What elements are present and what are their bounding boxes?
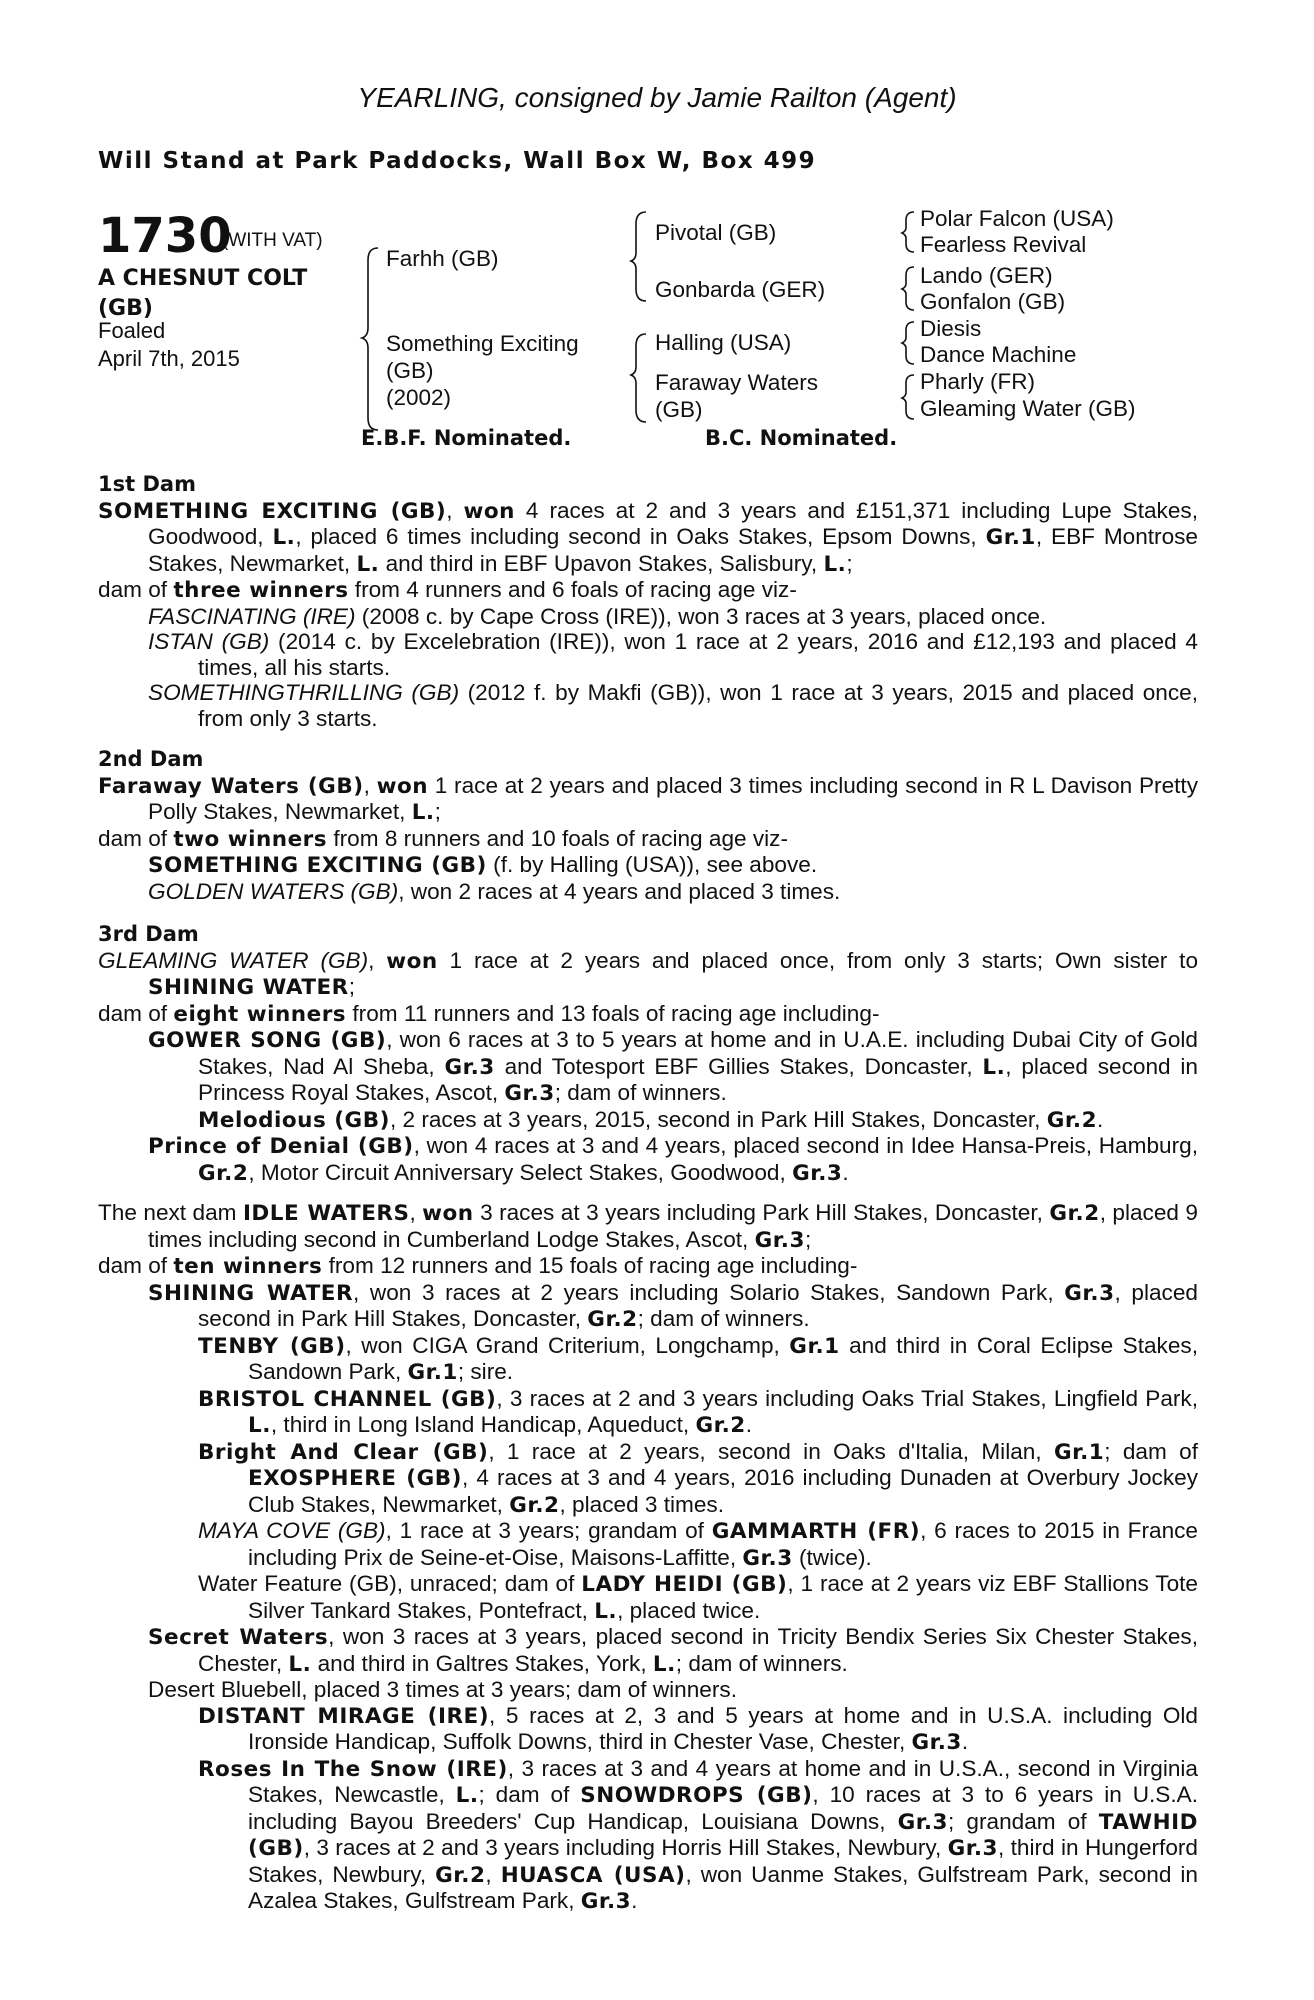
offspring-entry: Roses In The Snow (IRE), 3 races at 3 and 4 years at home and in U.S.A., second in Virginia Stakes, Newcastle, L.; dam of SNOWDROPS (GB), 10 races at 3 to 6 years in U.S.A. including Bayou Breeders' Cup Handicap, Louisiana Downs, Gr.3; grandam of TAWHID (GB), 3 races at 2 and 3 years including Horris Hill Stakes, Newbury, Gr.3, third in Hungerford Stakes, Newbury, Gr.2, HUASCA (USA), won Uanme Stakes, Gulfstream Park, second in Azalea Stakes, Gulfstream Park, Gr.3. <box>198 1755 1199 1914</box>
offspring-entry: ISTAN (GB) (2014 c. by Excelebration (IRE)), won 1 race at 2 years, 2016 and £12,193 and placed 4 times, all his starts. <box>148 629 1198 680</box>
offspring-entry: TENBY (GB), won CIGA Grand Criterium, Longchamp, Gr.1 and third in Coral Eclipse Stakes, Sandown Park, Gr.1; sire. <box>198 1332 1198 1385</box>
sire: Farhh (GB) <box>386 246 499 271</box>
section-heading: 2nd Dam <box>98 747 204 771</box>
lot-desc-line1: A CHESNUT COLT <box>98 266 308 291</box>
ped-dsd: Dance Machine <box>920 342 1077 367</box>
dam-sire: Halling (USA) <box>655 330 792 355</box>
ped-dss: Diesis <box>920 316 982 341</box>
ped-dds: Pharly (FR) <box>920 369 1036 394</box>
section-heading: 3rd Dam <box>98 922 199 946</box>
offspring-entry: Prince of Denial (GB), won 4 races at 3 and 4 years, placed second in Idee Hansa-Preis, Hamburg, Gr.2, Motor Circuit Anniversary Select Stakes, Goodwood, Gr.3. <box>148 1133 1198 1186</box>
offspring-entry: MAYA COVE (GB), 1 race at 3 years; grandam of GAMMARTH (FR), 6 races to 2015 in France including Prix de Seine-et-Oise, Maisons-Laffitte, Gr.3 (twice). <box>198 1518 1199 1571</box>
offspring-entry: SOMETHING EXCITING (GB) (f. by Halling (USA)), see above. <box>148 852 818 878</box>
offspring-entry: SOMETHINGTHRILLING (GB) (2012 f. by Makfi (GB)), won 1 race at 3 years, 2015 and placed once, from only 3 starts. <box>148 680 1198 731</box>
lot-desc-line2: (GB) <box>98 296 153 321</box>
next-dam-section <box>98 1200 1198 1915</box>
foaled-date: April 7th, 2015 <box>98 346 240 371</box>
dam-line3: (2002) <box>386 385 452 410</box>
dam-dam <box>655 369 818 423</box>
ebf-nominated: E.B.F. Nominated. <box>361 426 572 450</box>
offspring-entry: BRISTOL CHANNEL (GB), 3 races at 2 and 3 years including Oaks Trial Stakes, Lingfield Park, L., third in Long Island Handicap, Aqueduct, Gr.2. <box>198 1385 1198 1438</box>
sire-sire: Pivotal (GB) <box>655 220 777 245</box>
produce-summary: dam of eight winners from 11 runners and 13 foals of racing age including- <box>98 1000 880 1027</box>
dam-record: Faraway Waters (GB), won 1 race at 2 years and placed 3 times including second in R L Davison Pretty Polly Stakes, Newmarket, L.; <box>98 772 1198 825</box>
vat-note: (WITH VAT) <box>222 230 323 251</box>
produce-summary: dam of three winners from 4 runners and 6 foals of racing age viz- <box>98 577 797 603</box>
dam-record: SOMETHING EXCITING (GB), won 4 races at 2 and 3 years and £151,371 including Lupe Stakes, Goodwood, L., placed 6 times including second in Oaks Stakes, Epsom Downs, Gr.1, EBF Montrose Stakes, Newmarket, L. and third in EBF Upavon Stakes, Salisbury, L.; <box>98 497 1198 577</box>
offspring-entry: DISTANT MIRAGE (IRE), 5 races at 2, 3 and 5 years at home and in U.S.A. including Old Ironside Handicap, Suffolk Downs, third in Chester Vase, Chester, Gr.3. <box>198 1702 1198 1755</box>
produce-summary: dam of two winners from 8 runners and 10 foals of racing age viz- <box>98 825 788 852</box>
dam <box>386 330 579 411</box>
offspring-entry: Secret Waters, won 3 races at 3 years, placed second in Tricity Bendix Series Six Chester Stakes, Chester, L. and third in Galtres Stakes, York, L.; dam of winners. <box>148 1624 1198 1677</box>
ped-sss: Polar Falcon (USA) <box>920 206 1114 231</box>
page-title: YEARLING, consigned by Jamie Railton (Agent) <box>357 82 957 113</box>
offspring-entry: GOLDEN WATERS (GB), won 2 races at 4 years and placed 3 times. <box>148 878 841 904</box>
ped-sds: Lando (GER) <box>920 263 1053 288</box>
dam-dam-line1: Faraway Waters <box>655 370 818 395</box>
ped-ssd: Fearless Revival <box>920 232 1087 257</box>
first-dam-section <box>98 472 1198 731</box>
offspring-entry: SHINING WATER, won 3 races at 2 years including Solario Stakes, Sandown Park, Gr.3, placed second in Park Hill Stakes, Doncaster, Gr.2; dam of winners. <box>148 1279 1198 1332</box>
offspring-entry: Melodious (GB), 2 races at 3 years, 2015, second in Park Hill Stakes, Doncaster, Gr.2. <box>198 1106 1104 1133</box>
second-dam-section <box>98 747 1198 904</box>
produce-summary: dam of ten winners from 12 runners and 15 foals of racing age including- <box>98 1253 858 1279</box>
third-dam-section <box>98 922 1198 1186</box>
horse-name: SOMETHING EXCITING (GB) <box>98 498 447 524</box>
dam-line2: (GB) <box>386 358 434 383</box>
sire-dam: Gonbarda (GER) <box>655 277 826 302</box>
offspring-entry: Desert Bluebell, placed 3 times at 3 years; dam of winners. <box>148 1677 737 1702</box>
foaled-label: Foaled <box>98 318 166 343</box>
bc-nominated: B.C. Nominated. <box>705 426 898 450</box>
offspring-entry: Bright And Clear (GB), 1 race at 2 years, second in Oaks d'Italia, Milan, Gr.1; dam of EXOSPHERE (GB), 4 races at 3 and 4 years, 2016 including Dunaden at Overbury Jockey Club Stakes, Newmarket, Gr.2, placed 3 times. <box>198 1438 1198 1518</box>
offspring-entry: Water Feature (GB), unraced; dam of LADY HEIDI (GB), 1 race at 2 years viz EBF Stallions Tote Silver Tankard Stakes, Pontefract, L., placed twice. <box>198 1571 1198 1624</box>
lot-number: 1730 <box>98 208 232 264</box>
dam-dam-line2: (GB) <box>655 397 703 422</box>
ped-sdd: Gonfalon (GB) <box>920 289 1066 314</box>
offspring-entry: FASCINATING (IRE) (2008 c. by Cape Cross (IRE)), won 3 races at 3 years, placed once. <box>148 603 1047 629</box>
dam-record: The next dam IDLE WATERS, won 3 races at 3 years including Park Hill Stakes, Doncaster, Gr.2, placed 9 times including second in Cumberland Lodge Stakes, Ascot, Gr.3; <box>98 1200 1199 1253</box>
dam-record: GLEAMING WATER (GB), won 1 race at 2 years and placed once, from only 3 starts; Own sister to SHINING WATER; <box>98 947 1199 1000</box>
dam-line1: Something Exciting <box>386 331 579 356</box>
stand-location: Will Stand at Park Paddocks, Wall Box W, Box 499 <box>98 148 817 174</box>
offspring-entry: GOWER SONG (GB), won 6 races at 3 to 5 years at home and in U.A.E. including Dubai City of Gold Stakes, Nad Al Sheba, Gr.3 and Totesport EBF Gillies Stakes, Doncaster, L., placed second in Princess Royal Stakes, Ascot, Gr.3; dam of winners. <box>148 1027 1198 1106</box>
ped-ddd: Gleaming Water (GB) <box>920 396 1136 421</box>
section-heading: 1st Dam <box>98 472 196 496</box>
